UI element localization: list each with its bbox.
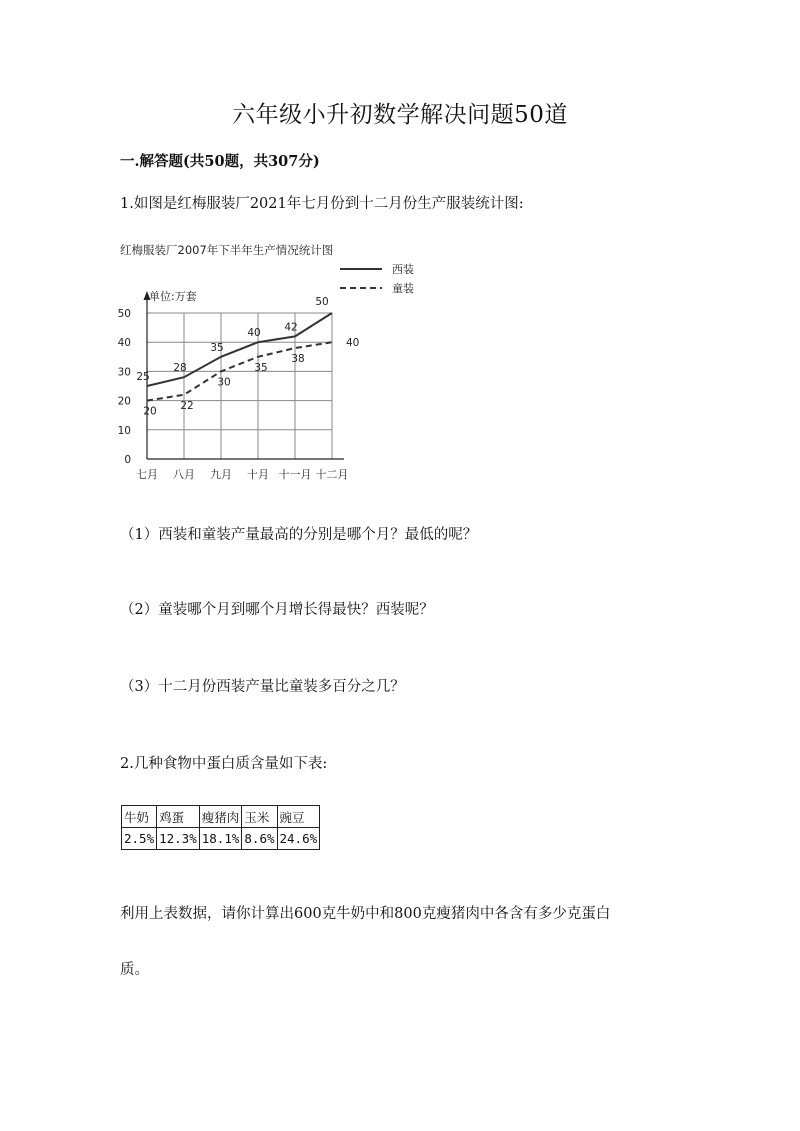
question-1-part-3: （3）十二月份西装产量比童装多百分之几？ [120, 679, 405, 695]
series-line [147, 313, 332, 389]
question-1-part-2: （2）童装哪个月到哪个月增长得最快？西装呢？ [120, 602, 434, 618]
table-cell: 24.6% [277, 828, 320, 850]
table-cell: 2.5% [122, 828, 157, 850]
question-2-prompt-line-1: 利用上表数据，请你计算出600克牛奶中和800克瘦猪肉中各含有多少克蛋白 [120, 906, 611, 922]
data-label: 35 [210, 341, 224, 354]
y-tick-label: 50 [117, 308, 131, 320]
table-header-cell: 豌豆 [277, 806, 320, 828]
data-label: 22 [180, 399, 194, 412]
question-2-prompt-line-2: 质。 [120, 962, 149, 978]
legend-label: 西装 [392, 263, 414, 276]
data-label: 20 [143, 405, 157, 418]
x-tick-label: 十二月 [315, 468, 349, 481]
section-heading: 一.解答题(共50题，共307分) [120, 153, 320, 170]
table-cell: 18.1% [199, 828, 242, 850]
data-label: 25 [136, 371, 150, 383]
y-tick-label: 20 [117, 395, 131, 408]
legend-label: 童装 [392, 282, 414, 295]
y-tick-label: 40 [117, 337, 131, 350]
table-row [122, 828, 320, 850]
table-cell: 8.6% [242, 828, 277, 850]
data-label: 42 [284, 321, 298, 334]
production-line-chart [110, 232, 414, 494]
table-header-cell: 牛奶 [122, 806, 157, 828]
y-tick-label: 30 [117, 366, 131, 379]
x-tick-label: 十一月 [278, 468, 312, 481]
data-label: 30 [217, 376, 231, 389]
data-label: 38 [291, 353, 305, 366]
x-tick-label: 九月 [210, 468, 232, 481]
question-2-text: 2.几种食物中蛋白质含量如下表: [120, 756, 328, 772]
protein-table [121, 805, 320, 850]
table-header-cell: 鸡蛋 [157, 806, 200, 828]
question-1-part-1: （1）西装和童装产量最高的分别是哪个月？最低的呢？ [120, 527, 478, 543]
x-tick-label: 十月 [247, 468, 269, 481]
question-1-text: 1.如图是红梅服装厂2021年七月份到十二月份生产服装统计图: [120, 196, 524, 212]
table-cell: 12.3% [157, 828, 200, 850]
data-label: 50 [315, 296, 329, 308]
data-label: 35 [254, 361, 268, 374]
chart-unit-label: 单位:万套 [149, 290, 197, 303]
data-label: 28 [173, 362, 187, 375]
y-tick-label: 0 [124, 454, 131, 466]
table-header-cell: 瘦猪肉 [199, 806, 242, 828]
chart-title: 红梅服装厂2007年下半年生产情况统计图 [120, 243, 334, 257]
x-tick-label: 八月 [173, 468, 195, 481]
y-tick-label: 10 [117, 424, 131, 437]
table-header-cell: 玉米 [242, 806, 277, 828]
page-title: 六年级小升初数学解决问题50道 [232, 102, 568, 128]
x-tick-label: 七月 [136, 468, 158, 481]
table-header-row [122, 806, 320, 828]
data-label: 40 [346, 337, 360, 350]
data-label: 40 [247, 327, 261, 340]
